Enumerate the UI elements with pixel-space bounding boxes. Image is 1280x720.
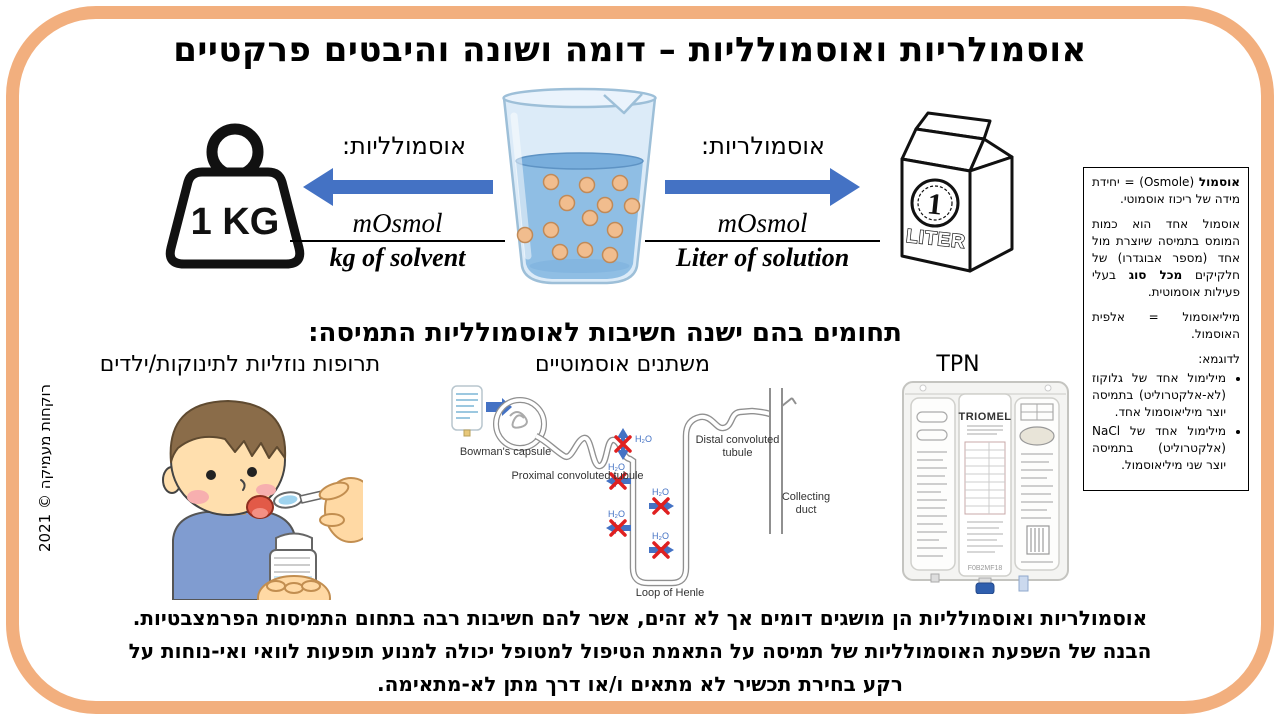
copyright-vertical	[35, 358, 57, 578]
osmolarity-denominator: Liter of solution	[675, 243, 850, 272]
child-medicine-illustration	[118, 388, 363, 600]
item-label-liquid-medications: תרופות נוזליות לתינוקות/ילדים	[99, 352, 381, 377]
fraction-bar	[645, 240, 880, 242]
page-title: אוסמולריות ואוסמולליות – דומה ושונה והיבטים פרקטיים	[173, 30, 1087, 70]
definition-para-4: לדוגמא:	[1198, 352, 1240, 366]
svg-text:H₂O: H₂O	[652, 531, 669, 541]
definition-para-1: אוסמול (Osmole) = יחידת מידה של ריכוז אוסמוטי.	[1092, 175, 1240, 206]
osmole-definition-box	[1083, 167, 1249, 491]
label-collecting-duct: Collecting duct	[781, 491, 831, 516]
definition-bullet-nacl: • מילימול אחד של NaCl (אלקטרוליט) בתמיסה יוצר שני מיליאוסמול.	[1092, 423, 1226, 474]
osmolarity-formula	[645, 208, 880, 273]
copyright-text: רוקחות מעמיקה © 2021	[36, 384, 54, 552]
summary-paragraph	[90, 602, 1190, 701]
svg-text:F0B2MF18: F0B2MF18	[967, 565, 1003, 572]
tpn-bags-illustration	[893, 374, 1078, 594]
weight-label: 1 KG	[190, 201, 280, 243]
beaker-solution-icon	[492, 86, 667, 288]
osmolarity-arrow-right-icon	[665, 168, 860, 206]
summary-line-2: הבנה של השפעת האוסמולליות של תמיסה על התאמת הטיפול למטופל יכולה למנוע תופעות לוואי ואי-נוחות על	[128, 639, 1152, 663]
carton-number: 1	[925, 187, 945, 222]
label-proximal-tubule: Proximal convoluted tubule	[511, 470, 644, 482]
svg-text:H₂O: H₂O	[608, 509, 625, 519]
definition-examples-list	[1092, 370, 1240, 474]
tpn-brand-label: TRIOMEL	[958, 411, 1012, 423]
section-heading: תחומים בהם ישנה חשיבות לאוסמולליות התמיסה:	[308, 318, 902, 348]
fraction-bar	[290, 240, 505, 242]
item-label-osmotic-diuretics: משתנים אוסמוטיים	[535, 352, 710, 377]
nephron-diagram	[440, 376, 840, 604]
definition-para-3: מיליאוסמול = אלפית האוסמול.	[1092, 310, 1240, 341]
osmolality-label: אוסמולליות:	[341, 132, 467, 160]
item-label-tpn: TPN	[936, 352, 980, 377]
definition-para-2: אוסמול אחד הוא כמות המומס בתמיסה שיוצרת מול אחד (מספר אבוגדרו) של חלקיקים מכל סוג בעלי פעילות אוסמוטית.	[1092, 217, 1240, 299]
label-bowmans-capsule: Bowman's capsule	[459, 446, 552, 458]
osmolarity-label: אוסמולריות:	[701, 132, 825, 160]
summary-line-3: רקע בחירת תכשיר לא מתאים ו/או דרך מתן לא-מתאימה.	[377, 672, 903, 696]
label-loop-of-henle: Loop of Henle	[635, 587, 705, 599]
osmolality-numerator: mOsmol	[352, 208, 443, 238]
liter-carton-icon	[872, 93, 1040, 283]
svg-text:H₂O: H₂O	[635, 434, 652, 444]
osmolality-arrow-left-icon	[303, 168, 493, 206]
definition-bullet-glucose: • מילימול אחד של גלוקוז (לא-אלקטרוליט) בתמיסה יוצר מיליאוסמול אחד.	[1092, 370, 1226, 421]
osmolality-denominator: kg of solvent	[329, 243, 466, 272]
svg-text:H₂O: H₂O	[652, 487, 669, 497]
osmolarity-numerator: mOsmol	[717, 208, 808, 238]
svg-text:H₂O: H₂O	[608, 462, 625, 472]
label-distal-tubule: Distal convoluted tubule	[695, 434, 780, 459]
carton-text: LITER	[905, 225, 967, 254]
osmolality-formula	[290, 208, 505, 273]
summary-line-1: אוסמולריות ואוסמולליות הן מושגים דומים אך לא זהים, אשר להם חשיבות רבה בתחום התמיסות הפרמצבטיות.	[132, 606, 1148, 630]
h2o-blocked-arrows	[606, 428, 674, 557]
